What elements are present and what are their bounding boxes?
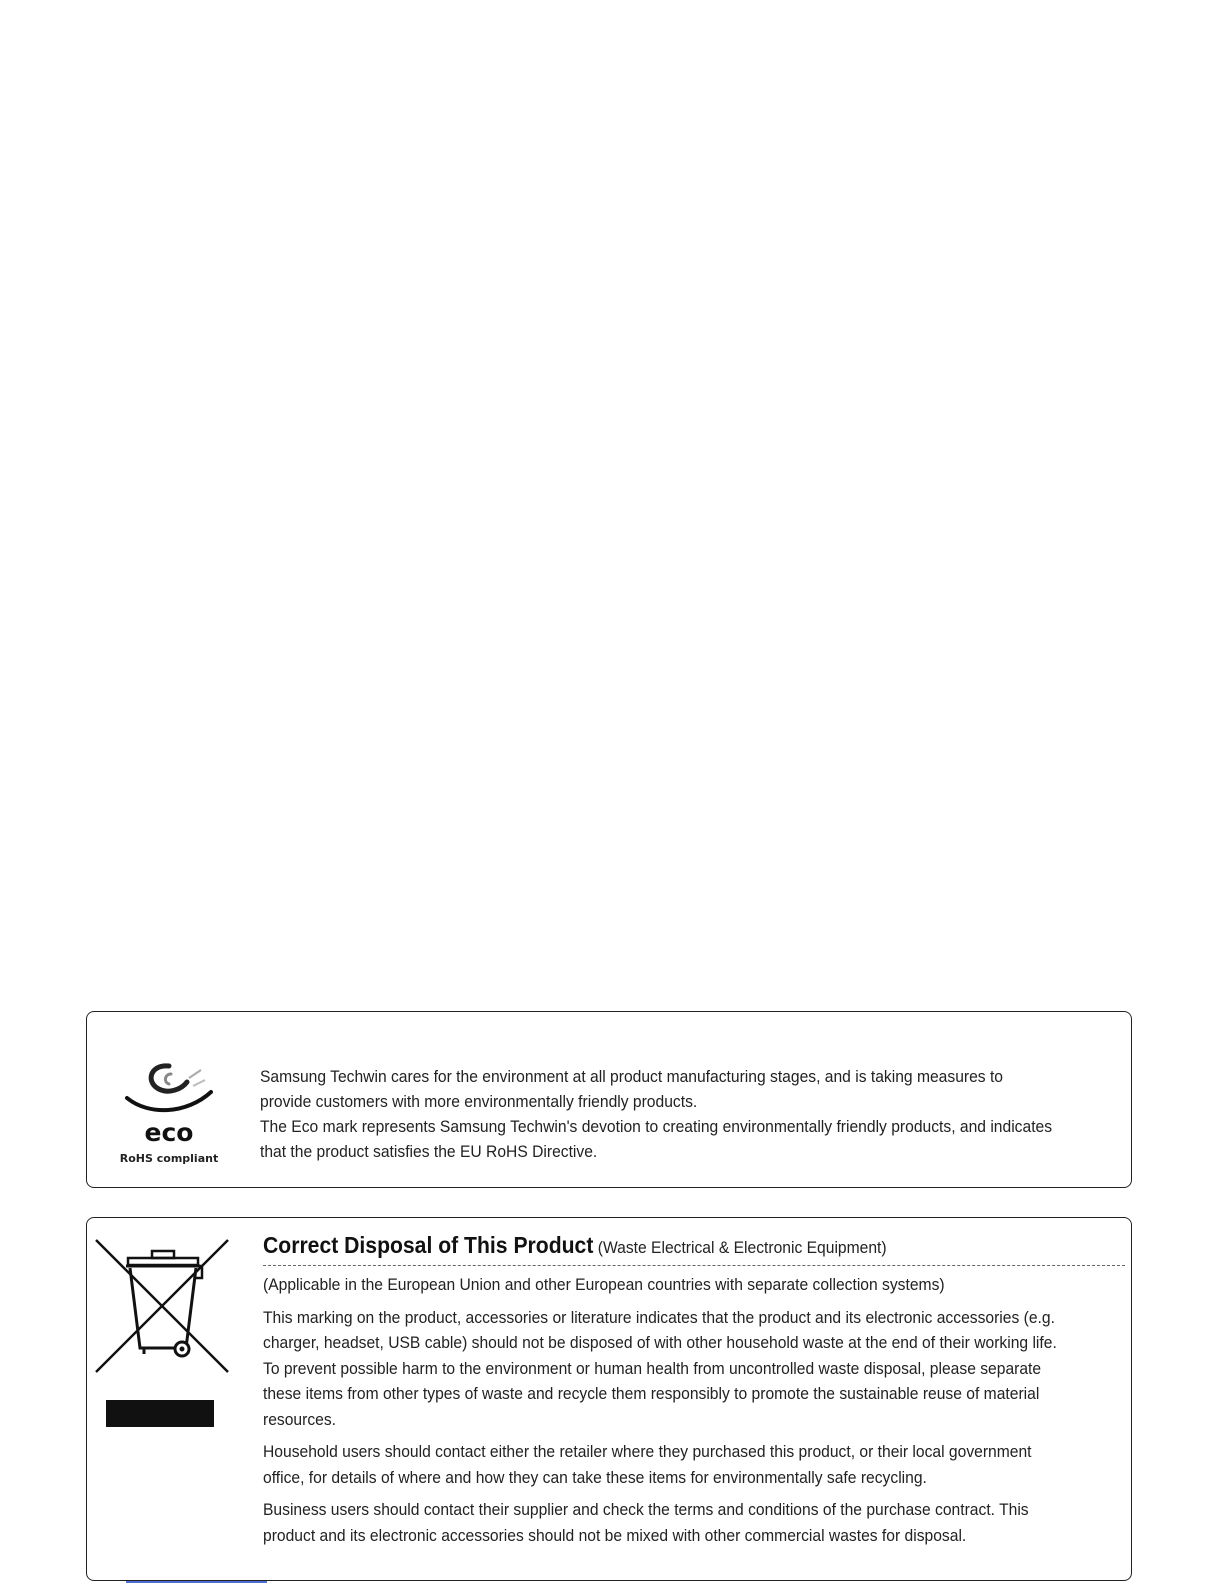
rohs-compliant-label: RoHS compliant xyxy=(119,1152,219,1165)
dashed-divider xyxy=(263,1265,1125,1266)
paragraph-line: these items from other types of waste and recycle them responsibly to promote the sustainable reuse of material xyxy=(263,1384,1040,1403)
paragraph-line: charger, headset, USB cable) should not be disposed of with other household waste at the end of their working life. xyxy=(263,1333,1057,1352)
disposal-notice-box xyxy=(86,1217,1132,1581)
eco-line: Samsung Techwin cares for the environment at all product manufacturing stages, and is taking measures to xyxy=(260,1067,1004,1086)
eco-line: provide customers with more environmentally friendly products. xyxy=(260,1092,698,1111)
eco-word: eco xyxy=(144,1118,194,1147)
paragraph-line: To prevent possible harm to the environment or human health from uncontrolled waste disposal, please separate xyxy=(263,1358,1042,1378)
paragraph-line: product and its electronic accessories should not be mixed with other commercial wastes for disposal. xyxy=(263,1525,967,1545)
paragraph-line: Household users should contact either the retailer where they purchased this product, or their local government xyxy=(263,1442,1032,1461)
crossed-out-wheelie-bin-icon xyxy=(92,1236,232,1376)
disposal-content xyxy=(263,1232,1125,1548)
disposal-subtitle: (Applicable in the European Union and other European countries with separate collection systems) xyxy=(263,1275,945,1294)
weee-black-bar xyxy=(106,1400,214,1427)
disposal-title-note: (Waste Electrical & Electronic Equipment) xyxy=(597,1238,887,1257)
disposal-title: Correct Disposal of This Product xyxy=(263,1232,594,1258)
eco-swoosh-icon xyxy=(109,1052,229,1122)
eco-description xyxy=(260,1064,1051,1164)
eco-line: The Eco mark represents Samsung Techwin's devotion to creating environmentally friendly products, and indicates xyxy=(260,1117,1053,1136)
eco-notice-box xyxy=(86,1011,1132,1188)
paragraph-line: This marking on the product, accessories or literature indicates that the product and its electronic accessories (e.g. xyxy=(263,1307,1055,1327)
disposal-heading xyxy=(263,1232,1056,1259)
disposal-paragraph xyxy=(263,1439,1056,1490)
paragraph-line: office, for details of where and how they can take these items for environmentally safe recycling. xyxy=(263,1467,927,1487)
paragraph-line: Business users should contact their supplier and check the terms and conditions of the purchase contract. This xyxy=(263,1500,1029,1519)
eco-logo xyxy=(109,1052,229,1172)
eco-line: that the product satisfies the EU RoHS Directive. xyxy=(260,1142,598,1161)
paragraph-line: resources. xyxy=(263,1409,337,1429)
disposal-paragraph xyxy=(263,1497,1056,1548)
footer-accent-line xyxy=(126,1581,267,1583)
disposal-paragraph xyxy=(263,1305,1056,1433)
